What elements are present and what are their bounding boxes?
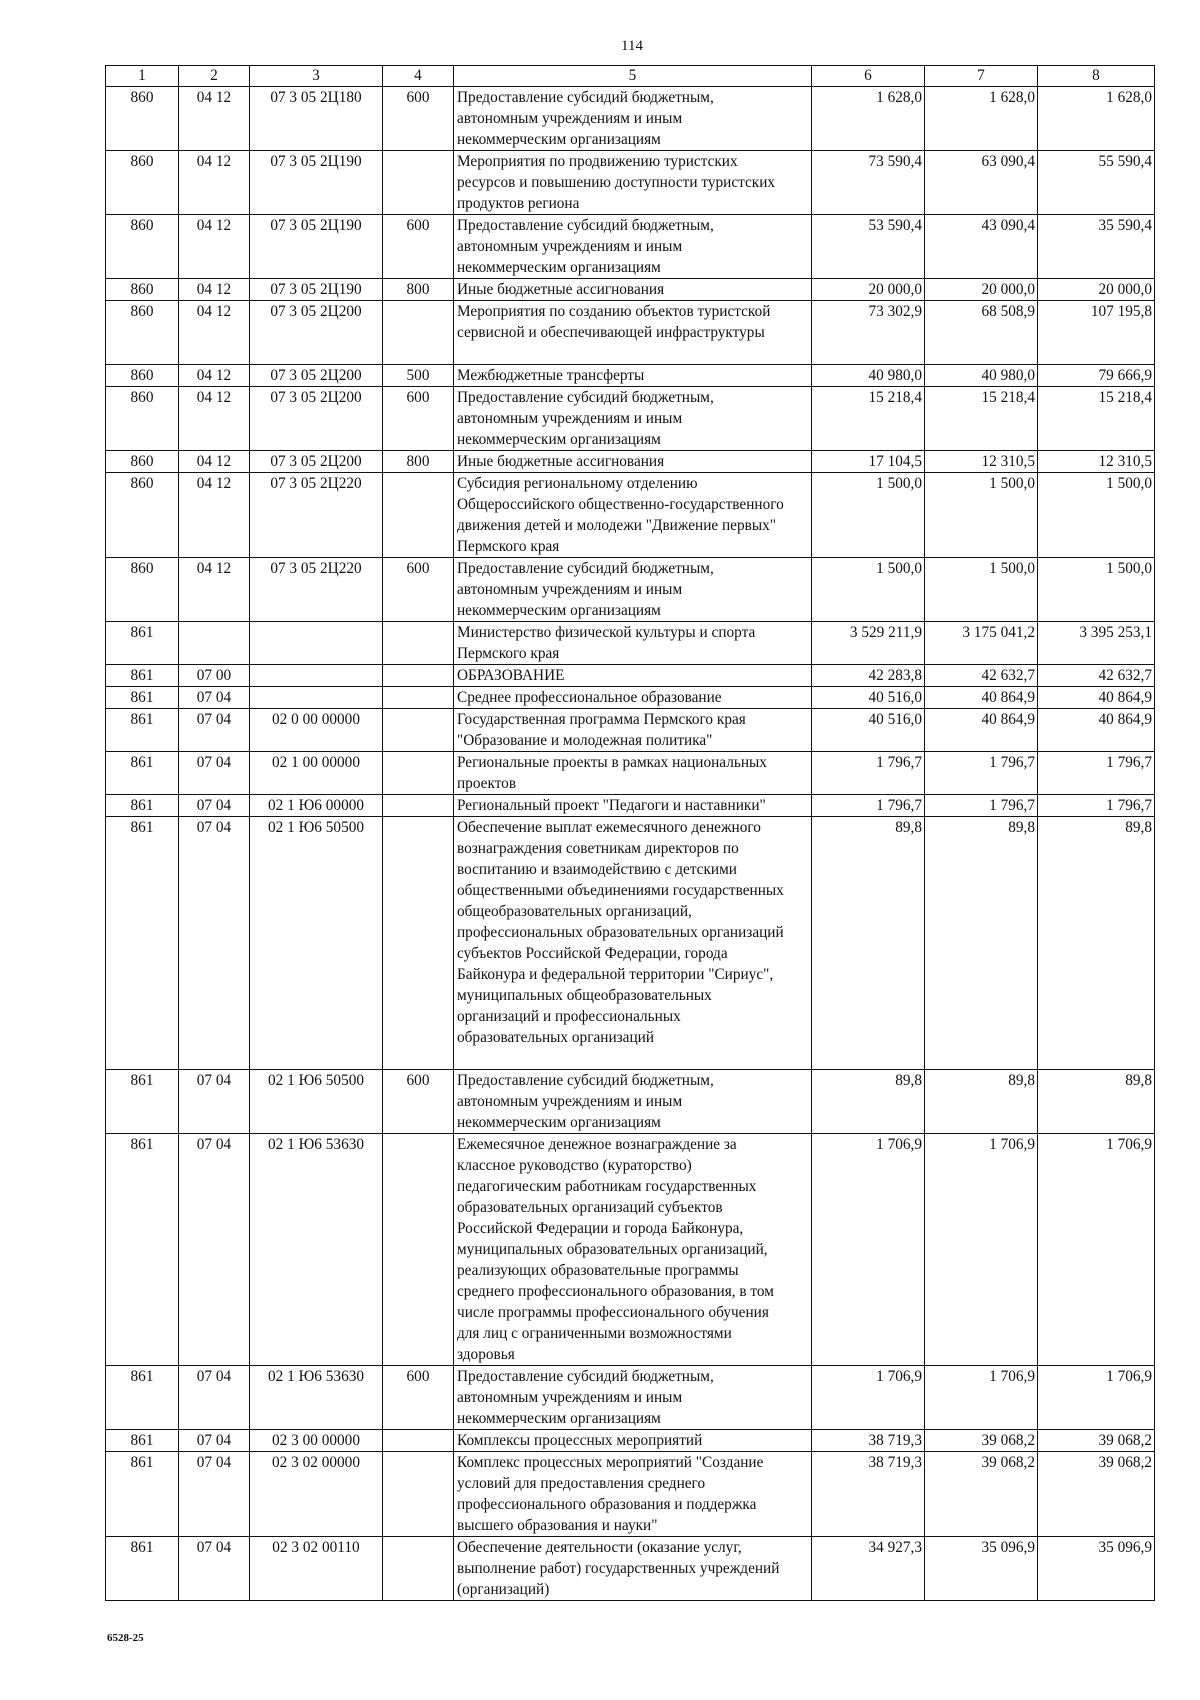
description-line: некоммерческим организациям <box>457 131 661 148</box>
cell-description <box>454 301 812 365</box>
description-line: муниципальных общеобразовательных <box>457 987 712 1004</box>
description-line: образовательных организаций <box>457 1029 655 1046</box>
cell-amount-col6: 42 283,8 <box>812 665 925 687</box>
table-row <box>106 665 1155 687</box>
description-line: "Образование и молодежная политика" <box>457 732 713 749</box>
cell-target-article <box>250 665 383 687</box>
cell-section-code <box>179 622 250 665</box>
description-line: Комплекс процессных мероприятий "Создание <box>457 1454 764 1471</box>
cell-description <box>454 1537 812 1601</box>
cell-admin-code: 861 <box>106 665 179 687</box>
cell-amount-col7: 1 796,7 <box>925 795 1038 817</box>
description-line: ресурсов и повышению доступности туристских <box>457 174 776 191</box>
description-line: образовательных организаций субъектов <box>457 1199 723 1216</box>
col-header-4: 4 <box>383 66 454 87</box>
cell-description <box>454 1134 812 1366</box>
cell-amount-col8: 40 864,9 <box>1038 709 1155 752</box>
cell-section-code: 04 12 <box>179 151 250 215</box>
cell-admin-code: 861 <box>106 622 179 665</box>
cell-amount-col8: 1 706,9 <box>1038 1366 1155 1430</box>
cell-amount-col6: 1 706,9 <box>812 1366 925 1430</box>
cell-amount-col8: 40 864,9 <box>1038 687 1155 709</box>
description-line: некоммерческим организациям <box>457 1410 661 1427</box>
cell-expense-type <box>383 1537 454 1601</box>
cell-description <box>454 365 812 387</box>
cell-description <box>454 1070 812 1134</box>
cell-expense-type <box>383 817 454 1070</box>
description-line: Пермского края <box>457 538 560 555</box>
cell-amount-col8: 15 218,4 <box>1038 387 1155 451</box>
cell-amount-col8: 20 000,0 <box>1038 279 1155 301</box>
cell-expense-type <box>383 1134 454 1366</box>
cell-target-article <box>250 687 383 709</box>
cell-section-code: 07 00 <box>179 665 250 687</box>
cell-amount-col8: 107 195,8 <box>1038 301 1155 365</box>
description-line: Пермского края <box>457 645 560 662</box>
cell-amount-col6: 73 590,4 <box>812 151 925 215</box>
description-line: Государственная программа Пермского края <box>457 711 746 728</box>
cell-amount-col7: 1 796,7 <box>925 752 1038 795</box>
description-line: некоммерческим организациям <box>457 1114 661 1131</box>
cell-expense-type: 600 <box>383 387 454 451</box>
cell-amount-col7: 63 090,4 <box>925 151 1038 215</box>
cell-amount-col8: 1 796,7 <box>1038 795 1155 817</box>
cell-expense-type <box>383 151 454 215</box>
cell-amount-col8: 1 500,0 <box>1038 473 1155 558</box>
cell-amount-col6: 1 796,7 <box>812 795 925 817</box>
description-line: Российской Федерации и города Байконура, <box>457 1220 744 1237</box>
description-line: (организаций) <box>457 1581 550 1598</box>
cell-target-article: 02 3 00 00000 <box>250 1430 383 1452</box>
cell-description <box>454 709 812 752</box>
cell-amount-col6: 40 980,0 <box>812 365 925 387</box>
table-row <box>106 622 1155 665</box>
description-line: ОБРАЗОВАНИЕ <box>457 667 565 684</box>
description-line: воспитанию и взаимодействию с детскими <box>457 861 737 878</box>
col-header-8: 8 <box>1038 66 1155 87</box>
cell-section-code: 07 04 <box>179 1452 250 1537</box>
cell-description <box>454 817 812 1070</box>
cell-expense-type: 800 <box>383 451 454 473</box>
cell-amount-col7: 15 218,4 <box>925 387 1038 451</box>
table-row <box>106 451 1155 473</box>
cell-amount-col7: 35 096,9 <box>925 1537 1038 1601</box>
description-line: Региональные проекты в рамках национальных <box>457 754 767 771</box>
description-line: муниципальных образовательных организаций, <box>457 1241 768 1258</box>
cell-admin-code: 860 <box>106 279 179 301</box>
cell-amount-col8: 1 796,7 <box>1038 752 1155 795</box>
cell-description <box>454 151 812 215</box>
description-line: условий для предоставления среднего <box>457 1475 706 1492</box>
cell-section-code: 07 04 <box>179 817 250 1070</box>
description-line: высшего образования и науки" <box>457 1517 658 1534</box>
description-line: проектов <box>457 775 517 792</box>
description-line: продуктов региона <box>457 195 580 212</box>
table-row <box>106 817 1155 1070</box>
cell-expense-type: 500 <box>383 365 454 387</box>
cell-amount-col7: 1 628,0 <box>925 87 1038 151</box>
description-line: сервисной и обеспечивающей инфраструктуры <box>457 324 765 341</box>
cell-admin-code: 860 <box>106 387 179 451</box>
cell-admin-code: 860 <box>106 151 179 215</box>
cell-amount-col7: 43 090,4 <box>925 215 1038 279</box>
cell-target-article: 07 3 05 2Ц190 <box>250 215 383 279</box>
description-line: педагогическим работникам государственных <box>457 1178 757 1195</box>
cell-section-code: 07 04 <box>179 1366 250 1430</box>
description-line: автономным учреждениям и иным <box>457 1093 683 1110</box>
description-line: некоммерческим организациям <box>457 431 661 448</box>
cell-amount-col7: 12 310,5 <box>925 451 1038 473</box>
table-row <box>106 1430 1155 1452</box>
description-line: Предоставление субсидий бюджетным, <box>457 89 714 106</box>
description-line: профессионального образования и поддержка <box>457 1496 757 1513</box>
cell-amount-col8: 3 395 253,1 <box>1038 622 1155 665</box>
col-header-1: 1 <box>106 66 179 87</box>
cell-amount-col6: 3 529 211,9 <box>812 622 925 665</box>
cell-amount-col7: 1 500,0 <box>925 473 1038 558</box>
description-line: организаций и профессиональных <box>457 1008 681 1025</box>
cell-target-article: 07 3 05 2Ц220 <box>250 473 383 558</box>
cell-amount-col6: 89,8 <box>812 1070 925 1134</box>
cell-description <box>454 1452 812 1537</box>
cell-description <box>454 665 812 687</box>
cell-amount-col7: 1 706,9 <box>925 1366 1038 1430</box>
cell-expense-type: 800 <box>383 279 454 301</box>
cell-admin-code: 860 <box>106 215 179 279</box>
cell-description <box>454 473 812 558</box>
cell-admin-code: 860 <box>106 473 179 558</box>
description-line: числе программы профессионального обучения <box>457 1304 769 1321</box>
cell-description <box>454 279 812 301</box>
cell-target-article: 07 3 05 2Ц200 <box>250 451 383 473</box>
cell-admin-code: 861 <box>106 1452 179 1537</box>
table-row <box>106 752 1155 795</box>
cell-expense-type <box>383 301 454 365</box>
col-header-2: 2 <box>179 66 250 87</box>
cell-target-article: 07 3 05 2Ц180 <box>250 87 383 151</box>
cell-target-article: 02 1 Ю6 50500 <box>250 817 383 1070</box>
cell-admin-code: 860 <box>106 365 179 387</box>
cell-admin-code: 860 <box>106 451 179 473</box>
table-row <box>106 1452 1155 1537</box>
description-line: Ежемесячное денежное вознаграждение за <box>457 1136 737 1153</box>
cell-section-code: 04 12 <box>179 473 250 558</box>
cell-amount-col8: 12 310,5 <box>1038 451 1155 473</box>
cell-amount-col8: 35 096,9 <box>1038 1537 1155 1601</box>
cell-amount-col6: 1 500,0 <box>812 473 925 558</box>
cell-amount-col6: 38 719,3 <box>812 1452 925 1537</box>
description-line: Иные бюджетные ассигнования <box>457 281 665 298</box>
cell-target-article: 02 1 Ю6 00000 <box>250 795 383 817</box>
table-row <box>106 87 1155 151</box>
cell-amount-col6: 1 500,0 <box>812 558 925 622</box>
cell-amount-col6: 53 590,4 <box>812 215 925 279</box>
cell-amount-col8: 35 590,4 <box>1038 215 1155 279</box>
cell-amount-col6: 38 719,3 <box>812 1430 925 1452</box>
cell-admin-code: 861 <box>106 1430 179 1452</box>
cell-description <box>454 87 812 151</box>
footer-code: 6528-25 <box>107 1632 144 1644</box>
cell-admin-code: 861 <box>106 1366 179 1430</box>
description-line: выполнение работ) государственных учреждений <box>457 1560 780 1577</box>
description-line: общественными объединениями государственных <box>457 882 784 899</box>
cell-target-article: 02 1 Ю6 50500 <box>250 1070 383 1134</box>
cell-section-code: 07 04 <box>179 687 250 709</box>
cell-target-article <box>250 622 383 665</box>
cell-expense-type <box>383 473 454 558</box>
cell-amount-col7: 1 706,9 <box>925 1134 1038 1366</box>
cell-amount-col7: 20 000,0 <box>925 279 1038 301</box>
cell-target-article: 02 3 02 00110 <box>250 1537 383 1601</box>
cell-target-article: 02 1 Ю6 53630 <box>250 1134 383 1366</box>
cell-amount-col7: 40 980,0 <box>925 365 1038 387</box>
col-header-3: 3 <box>250 66 383 87</box>
cell-amount-col7: 39 068,2 <box>925 1452 1038 1537</box>
cell-admin-code: 861 <box>106 709 179 752</box>
table-row <box>106 473 1155 558</box>
cell-admin-code: 861 <box>106 1070 179 1134</box>
col-header-5: 5 <box>454 66 812 87</box>
description-line: некоммерческим организациям <box>457 259 661 276</box>
cell-target-article: 07 3 05 2Ц220 <box>250 558 383 622</box>
cell-admin-code: 861 <box>106 1537 179 1601</box>
cell-expense-type <box>383 1430 454 1452</box>
description-line: Предоставление субсидий бюджетным, <box>457 1072 714 1089</box>
cell-admin-code: 860 <box>106 87 179 151</box>
cell-amount-col7: 39 068,2 <box>925 1430 1038 1452</box>
cell-target-article: 02 0 00 00000 <box>250 709 383 752</box>
cell-description <box>454 752 812 795</box>
cell-target-article: 07 3 05 2Ц200 <box>250 387 383 451</box>
cell-section-code: 04 12 <box>179 215 250 279</box>
description-line: профессиональных образовательных организаций <box>457 924 784 941</box>
cell-description <box>454 687 812 709</box>
cell-section-code: 04 12 <box>179 279 250 301</box>
table-row <box>106 558 1155 622</box>
cell-admin-code: 861 <box>106 817 179 1070</box>
description-line: автономным учреждениям и иным <box>457 238 683 255</box>
table-row <box>106 387 1155 451</box>
cell-description <box>454 1430 812 1452</box>
cell-amount-col8: 1 500,0 <box>1038 558 1155 622</box>
cell-expense-type <box>383 665 454 687</box>
cell-expense-type <box>383 687 454 709</box>
description-line: некоммерческим организациям <box>457 602 661 619</box>
description-line: Предоставление субсидий бюджетным, <box>457 217 714 234</box>
table-row <box>106 795 1155 817</box>
cell-amount-col6: 1 796,7 <box>812 752 925 795</box>
cell-expense-type: 600 <box>383 1070 454 1134</box>
cell-description <box>454 387 812 451</box>
cell-section-code: 07 04 <box>179 795 250 817</box>
cell-admin-code: 861 <box>106 752 179 795</box>
cell-section-code: 07 04 <box>179 752 250 795</box>
cell-expense-type <box>383 752 454 795</box>
cell-section-code: 07 04 <box>179 1430 250 1452</box>
cell-amount-col7: 40 864,9 <box>925 709 1038 752</box>
description-line: Иные бюджетные ассигнования <box>457 453 665 470</box>
cell-amount-col6: 20 000,0 <box>812 279 925 301</box>
description-line: Байконура и федеральной территории "Сириус", <box>457 966 774 983</box>
cell-description <box>454 451 812 473</box>
cell-amount-col8: 79 666,9 <box>1038 365 1155 387</box>
description-line: Общероссийского общественно-государственного <box>457 496 784 513</box>
cell-admin-code: 861 <box>106 687 179 709</box>
description-line: здоровья <box>457 1346 515 1363</box>
cell-amount-col7: 89,8 <box>925 1070 1038 1134</box>
cell-amount-col6: 1 628,0 <box>812 87 925 151</box>
cell-amount-col6: 40 516,0 <box>812 687 925 709</box>
description-line: автономным учреждениям и иным <box>457 581 683 598</box>
cell-description <box>454 795 812 817</box>
cell-amount-col7: 68 508,9 <box>925 301 1038 365</box>
table-row <box>106 1070 1155 1134</box>
cell-amount-col7: 3 175 041,2 <box>925 622 1038 665</box>
description-line: вознаграждения советникам директоров по <box>457 840 739 857</box>
cell-section-code: 04 12 <box>179 87 250 151</box>
col-header-6: 6 <box>812 66 925 87</box>
cell-expense-type <box>383 795 454 817</box>
cell-amount-col6: 1 706,9 <box>812 1134 925 1366</box>
description-line: среднего профессионального образования, в том <box>457 1283 774 1300</box>
cell-amount-col8: 89,8 <box>1038 1070 1155 1134</box>
description-line: общеобразовательных организаций, <box>457 903 692 920</box>
cell-description <box>454 1366 812 1430</box>
table-row <box>106 151 1155 215</box>
description-line: движения детей и молодежи "Движение первых" <box>457 517 777 534</box>
description-line: Предоставление субсидий бюджетным, <box>457 560 714 577</box>
cell-section-code: 07 04 <box>179 1537 250 1601</box>
description-line: субъектов Российской Федерации, города <box>457 945 728 962</box>
cell-section-code: 07 04 <box>179 1070 250 1134</box>
description-line: классное руководство (кураторство) <box>457 1157 692 1174</box>
description-line: Комплексы процессных мероприятий <box>457 1432 703 1449</box>
description-line: для лиц с ограниченными возможностями <box>457 1325 732 1342</box>
table-row <box>106 301 1155 365</box>
header-row <box>106 66 1155 87</box>
cell-target-article: 02 3 02 00000 <box>250 1452 383 1537</box>
cell-amount-col6: 34 927,3 <box>812 1537 925 1601</box>
table-row <box>106 215 1155 279</box>
cell-section-code: 04 12 <box>179 365 250 387</box>
cell-section-code: 04 12 <box>179 301 250 365</box>
cell-admin-code: 860 <box>106 558 179 622</box>
cell-description <box>454 558 812 622</box>
description-line: Обеспечение выплат ежемесячного денежного <box>457 819 761 836</box>
cell-amount-col6: 15 218,4 <box>812 387 925 451</box>
cell-amount-col8: 42 632,7 <box>1038 665 1155 687</box>
cell-amount-col6: 89,8 <box>812 817 925 1070</box>
cell-admin-code: 861 <box>106 795 179 817</box>
cell-amount-col8: 55 590,4 <box>1038 151 1155 215</box>
cell-amount-col6: 73 302,9 <box>812 301 925 365</box>
cell-section-code: 04 12 <box>179 558 250 622</box>
cell-target-article: 07 3 05 2Ц200 <box>250 365 383 387</box>
cell-amount-col7: 42 632,7 <box>925 665 1038 687</box>
description-line: Обеспечение деятельности (оказание услуг, <box>457 1539 742 1556</box>
cell-amount-col8: 1 706,9 <box>1038 1134 1155 1366</box>
table-row <box>106 709 1155 752</box>
cell-amount-col7: 89,8 <box>925 817 1038 1070</box>
description-line: Мероприятия по созданию объектов туристской <box>457 303 771 320</box>
cell-amount-col8: 89,8 <box>1038 817 1155 1070</box>
cell-target-article: 07 3 05 2Ц200 <box>250 301 383 365</box>
cell-admin-code: 860 <box>106 301 179 365</box>
table-row <box>106 279 1155 301</box>
budget-table <box>105 65 1155 1601</box>
cell-description <box>454 215 812 279</box>
cell-amount-col6: 40 516,0 <box>812 709 925 752</box>
cell-amount-col6: 17 104,5 <box>812 451 925 473</box>
description-line: автономным учреждениям и иным <box>457 410 683 427</box>
description-line: Министерство физической культуры и спорта <box>457 624 756 641</box>
cell-amount-col8: 39 068,2 <box>1038 1430 1155 1452</box>
cell-target-article: 07 3 05 2Ц190 <box>250 151 383 215</box>
cell-section-code: 04 12 <box>179 387 250 451</box>
cell-target-article: 07 3 05 2Ц190 <box>250 279 383 301</box>
description-line: Предоставление субсидий бюджетным, <box>457 1368 714 1385</box>
cell-expense-type: 600 <box>383 87 454 151</box>
cell-amount-col8: 1 628,0 <box>1038 87 1155 151</box>
cell-expense-type: 600 <box>383 558 454 622</box>
cell-expense-type <box>383 622 454 665</box>
cell-expense-type <box>383 1452 454 1537</box>
description-line: Субсидия региональному отделению <box>457 475 698 492</box>
cell-expense-type <box>383 709 454 752</box>
table-row <box>106 1134 1155 1366</box>
page-number: 114 <box>621 38 643 54</box>
cell-expense-type: 600 <box>383 215 454 279</box>
cell-target-article: 02 1 Ю6 53630 <box>250 1366 383 1430</box>
table-row <box>106 1366 1155 1430</box>
table-row <box>106 365 1155 387</box>
description-line: реализующих образовательные программы <box>457 1262 739 1279</box>
cell-amount-col8: 39 068,2 <box>1038 1452 1155 1537</box>
cell-section-code: 04 12 <box>179 451 250 473</box>
description-line: автономным учреждениям и иным <box>457 1389 683 1406</box>
col-header-7: 7 <box>925 66 1038 87</box>
cell-expense-type: 600 <box>383 1366 454 1430</box>
description-line: Среднее профессиональное образование <box>457 689 722 706</box>
description-line: автономным учреждениям и иным <box>457 110 683 127</box>
cell-description <box>454 622 812 665</box>
description-line: Предоставление субсидий бюджетным, <box>457 389 714 406</box>
cell-section-code: 07 04 <box>179 1134 250 1366</box>
description-line: Мероприятия по продвижению туристских <box>457 153 738 170</box>
cell-section-code: 07 04 <box>179 709 250 752</box>
description-line: Межбюджетные трансферты <box>457 367 645 384</box>
table-row <box>106 687 1155 709</box>
description-line: Региональный проект "Педагоги и наставники" <box>457 797 766 814</box>
cell-amount-col7: 40 864,9 <box>925 687 1038 709</box>
cell-amount-col7: 1 500,0 <box>925 558 1038 622</box>
table-row <box>106 1537 1155 1601</box>
cell-admin-code: 861 <box>106 1134 179 1366</box>
cell-target-article: 02 1 00 00000 <box>250 752 383 795</box>
